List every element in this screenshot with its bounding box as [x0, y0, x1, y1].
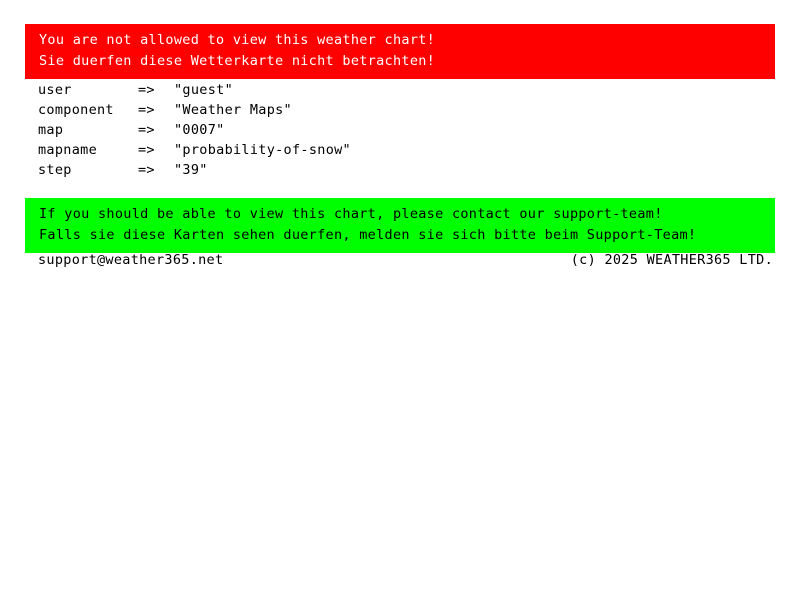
error-banner — [25, 24, 775, 79]
parameter-key: map — [38, 122, 64, 138]
parameter-key: step — [38, 162, 72, 178]
error-message-de: Sie duerfen diese Wetterkarte nicht betrachten! — [39, 53, 436, 69]
parameter-row-map — [38, 120, 778, 140]
support-message-en: If you should be able to view this chart, please contact our support-team! — [39, 206, 663, 222]
parameter-value: "Weather Maps" — [174, 102, 292, 118]
parameter-arrow: => — [138, 122, 155, 138]
parameter-arrow: => — [138, 142, 155, 158]
parameter-list — [38, 80, 778, 180]
error-message-en: You are not allowed to view this weather chart! — [39, 32, 436, 48]
parameter-value: "0007" — [174, 122, 225, 138]
parameter-row-step — [38, 160, 778, 180]
support-banner — [25, 198, 775, 253]
parameter-arrow: => — [138, 82, 155, 98]
support-message-de: Falls sie diese Karten sehen duerfen, melden sie sich bitte beim Support-Team! — [39, 227, 697, 243]
footer — [38, 250, 773, 270]
copyright-notice: (c) 2025 WEATHER365 LTD. — [570, 252, 773, 268]
parameter-value: "probability-of-snow" — [174, 142, 351, 158]
parameter-key: user — [38, 82, 72, 98]
parameter-row-component — [38, 100, 778, 120]
parameter-key: component — [38, 102, 114, 118]
parameter-value: "39" — [174, 162, 208, 178]
parameter-row-mapname — [38, 140, 778, 160]
parameter-arrow: => — [138, 162, 155, 178]
parameter-value: "guest" — [174, 82, 233, 98]
support-email-link[interactable]: support@weather365.net — [38, 252, 224, 268]
parameter-arrow: => — [138, 102, 155, 118]
parameter-key: mapname — [38, 142, 97, 158]
parameter-row-user — [38, 80, 778, 100]
